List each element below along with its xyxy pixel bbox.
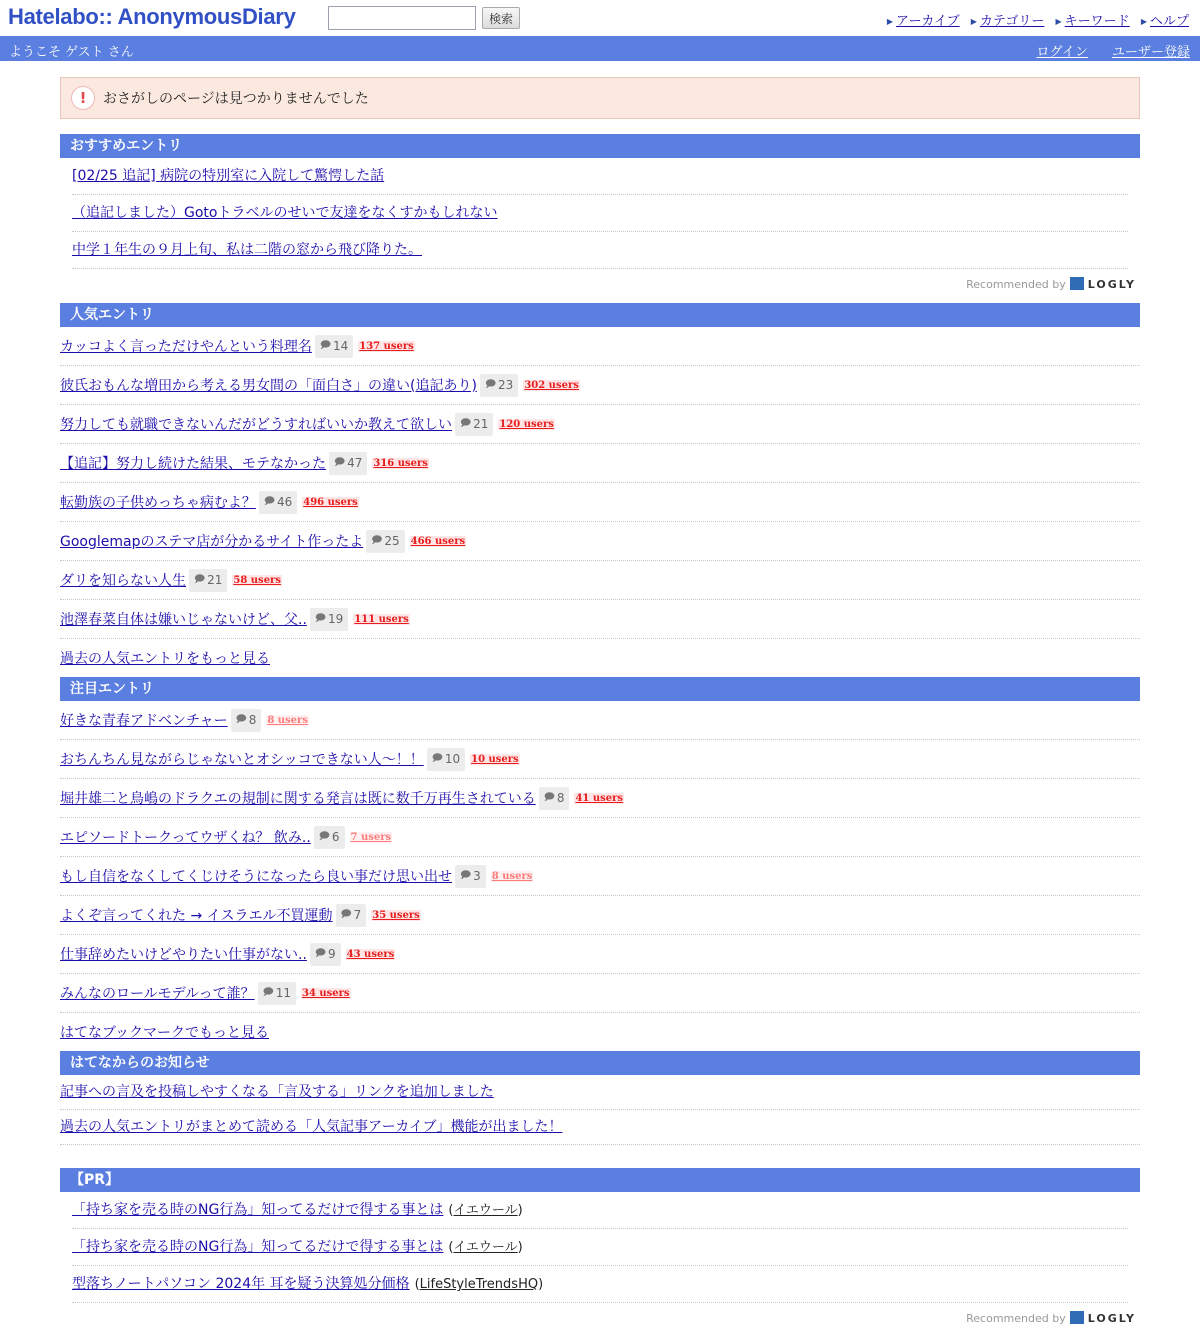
entry-title-link[interactable]: 好きな青春アドベンチャー [60, 713, 228, 729]
comment-count[interactable] [455, 413, 493, 436]
site-logo[interactable]: Hatelabo:: AnonymousDiary [8, 4, 296, 29]
comment-count-value: 46 [276, 495, 293, 509]
list-item [60, 818, 1140, 857]
list-item [60, 327, 1140, 366]
bookmark-users-badge[interactable]: 58 users [233, 574, 281, 586]
comment-count-value: 25 [384, 534, 400, 548]
bookmark-users-badge[interactable]: 10 users [471, 753, 519, 765]
speech-bubble-icon: 🗩 [543, 791, 555, 803]
bookmark-users-badge[interactable]: 8 users [267, 714, 308, 726]
comment-count[interactable] [258, 982, 296, 1005]
entry-title-link[interactable]: おちんちん見ながらじゃないとオシッコできない人〜！！ [60, 752, 424, 768]
list-item [72, 1229, 1128, 1266]
more-link-row [60, 1013, 1140, 1051]
comment-count[interactable] [310, 943, 341, 966]
pr-entry-link[interactable]: 「持ち家を売る時のNG行為」知ってるだけで得する事とは [72, 1239, 444, 1255]
bookmark-users-badge[interactable]: 137 users [359, 340, 414, 352]
entry-title-link[interactable]: 努力しても就職できないんだがどうすればいいか教えて欲しい [60, 417, 452, 433]
comment-count[interactable] [336, 904, 367, 927]
list-item [60, 935, 1140, 974]
recommended-heading: おすすめエントリ [60, 134, 1140, 158]
speech-bubble-icon: 🗩 [314, 612, 327, 624]
entry-title-link[interactable]: Googlemapのステマ店が分かるサイト作ったよ [60, 534, 364, 550]
comment-count-value: 11 [275, 986, 291, 1000]
recommended-by-logly[interactable] [60, 269, 1140, 297]
bookmark-users-badge[interactable]: 466 users [410, 535, 466, 547]
nav-archive[interactable]: アーカイブ [896, 14, 960, 29]
entry-title-link[interactable]: もし自信をなくしてくじけそうになったら良い事だけ思い出せ [60, 869, 452, 885]
comment-count-value: 9 [328, 947, 336, 961]
comment-count[interactable] [427, 748, 465, 771]
list-item [72, 158, 1128, 195]
nav-help[interactable]: ヘルプ [1149, 14, 1189, 29]
exclamation-icon: ! [71, 86, 95, 110]
recommended-entry-link[interactable]: （追記しました）Gotoトラベルのせいで友達をなくすかもしれない [72, 205, 498, 221]
list-item [60, 522, 1140, 561]
entry-title-link[interactable]: 彼氏おもんな増田から考える男女間の「面白さ」の違い(追記あり) [60, 378, 477, 394]
bookmark-users-badge[interactable]: 7 users [350, 831, 392, 843]
entry-title-link[interactable]: よくぞ言ってくれた → イスラエル不買運動 [60, 908, 333, 924]
recommended-by-label: Recommended by [966, 1312, 1066, 1325]
nav-keyword[interactable]: キーワード [1064, 14, 1130, 29]
bookmark-users-badge[interactable]: 8 users [491, 870, 533, 882]
triangle-icon: ▶ [1140, 17, 1147, 26]
bookmark-users-badge[interactable]: 496 users [303, 496, 358, 508]
speech-bubble-icon: 🗩 [460, 869, 472, 881]
comment-count[interactable] [189, 569, 227, 592]
pr-source-link[interactable]: LifeStyleTrendsHQ [419, 1277, 539, 1292]
comment-count-value: 47 [347, 456, 363, 470]
list-item [60, 1075, 1140, 1110]
list-item [72, 1192, 1128, 1229]
bookmark-users-badge[interactable]: 41 users [575, 792, 624, 804]
speech-bubble-icon: 🗩 [194, 573, 206, 585]
bookmark-users-badge[interactable]: 43 users [346, 948, 395, 960]
list-item [72, 1266, 1128, 1303]
pr-source: (イエウール) [448, 1240, 523, 1255]
list-item [60, 483, 1140, 522]
entry-title-link[interactable]: 堀井雄二と鳥嶋のドラクエの規制に関する発言は既に数千万再生されている [60, 791, 536, 807]
news-list [60, 1075, 1140, 1145]
speech-bubble-icon: 🗩 [262, 986, 274, 998]
comment-count[interactable] [231, 709, 262, 732]
pr-heading: 【PR】 [60, 1168, 1140, 1192]
entry-title-link[interactable]: みんなのロールモデルって誰？ [60, 986, 255, 1002]
logly-icon [1070, 1311, 1084, 1324]
main-content [60, 77, 1140, 1331]
recommended-by-label: Recommended by [966, 278, 1066, 291]
news-link[interactable]: 記事への言及を投稿しやすくなる「言及する」リンクを追加しました [60, 1084, 494, 1100]
list-item [60, 779, 1140, 818]
login-link[interactable]: ログイン [1036, 45, 1088, 60]
comment-count-value: 19 [328, 612, 344, 626]
comment-count-value: 10 [444, 752, 461, 766]
comment-count-value: 21 [473, 417, 489, 431]
search-input[interactable] [328, 6, 476, 30]
bookmark-users-badge[interactable]: 316 users [373, 457, 428, 469]
error-text: おさがしのページは見つかりませんでした [103, 91, 369, 107]
list-item [60, 857, 1140, 896]
comment-count[interactable] [366, 530, 404, 553]
list-item [60, 974, 1140, 1013]
pr-source: (イエウール) [448, 1203, 523, 1218]
triangle-icon: ▶ [970, 17, 977, 26]
comment-count-value: 6 [331, 830, 340, 844]
list-item [60, 444, 1140, 483]
error-message-box [60, 77, 1140, 119]
list-item [60, 561, 1140, 600]
pr-list [72, 1192, 1128, 1303]
pr-source-link[interactable]: イエウール [453, 1240, 518, 1255]
logly-label: LOGLY [1087, 278, 1136, 291]
list-item [72, 195, 1128, 232]
comment-count-value: 7 [353, 908, 362, 922]
more-popular-link[interactable]: 過去の人気エントリをもっと見る [60, 651, 270, 667]
comment-count[interactable] [310, 608, 348, 631]
news-heading: はてなからのお知らせ [60, 1051, 1140, 1075]
entry-title-link[interactable]: カッコよく言っただけやんという料理名 [60, 339, 312, 355]
comment-count-value: 14 [332, 339, 349, 353]
comment-count-value: 8 [248, 713, 257, 727]
logly-label: LOGLY [1087, 1312, 1136, 1325]
comment-count[interactable] [480, 374, 518, 397]
pr-source: (LifeStyleTrendsHQ) [414, 1277, 544, 1292]
recommended-entry-link[interactable]: [02/25 追記] 病院の特別室に入院して驚愕した話 [72, 168, 385, 184]
speech-bubble-icon: 🗩 [314, 947, 327, 959]
search-button[interactable]: 検索 [482, 7, 520, 29]
more-link-row [60, 639, 1140, 677]
list-item [60, 740, 1140, 779]
comment-count[interactable] [455, 865, 486, 888]
speech-bubble-icon: 🗩 [235, 713, 247, 725]
entry-title-link[interactable]: 仕事辞めたいけどやりたい仕事がない.. [60, 947, 307, 963]
comment-count[interactable] [539, 787, 570, 810]
header [0, 0, 1200, 36]
bookmark-users-badge[interactable]: 34 users [302, 987, 350, 999]
pr-source-link[interactable]: イエウール [453, 1203, 518, 1218]
entry-title-link[interactable]: 池澤春菜自体は嫌いじゃないけど、父.. [60, 612, 307, 628]
speech-bubble-icon: 🗩 [460, 417, 472, 429]
comment-count-value: 8 [556, 791, 565, 805]
entry-title-link[interactable]: 【追記】努力し続けた結果、モテなかった [60, 456, 326, 472]
hot-heading: 注目エントリ [60, 677, 1140, 701]
comment-count[interactable] [315, 335, 353, 358]
comment-count-value: 23 [498, 378, 514, 392]
nav-category[interactable]: カテゴリー [979, 14, 1045, 29]
entry-title-link[interactable]: 転勤族の子供めっちゃ病むよ？ [60, 495, 256, 511]
list-item [72, 232, 1128, 269]
hot-list [60, 701, 1140, 1051]
welcome-bar [0, 36, 1200, 61]
list-item [60, 701, 1140, 740]
speech-bubble-icon: 🗩 [334, 456, 346, 468]
comment-count[interactable] [314, 826, 345, 849]
speech-bubble-icon: 🗩 [484, 378, 497, 390]
more-bookmark-link[interactable]: はてなブックマークでもっと見る [60, 1025, 270, 1041]
list-item [60, 600, 1140, 639]
news-link[interactable]: 過去の人気エントリがまとめて読める「人気記事アーカイブ」機能が出ました！ [60, 1119, 563, 1135]
list-item [60, 896, 1140, 935]
recommended-entry-link[interactable]: 中学１年生の９月上旬、私は二階の窓から飛び降りた。 [72, 242, 422, 258]
bookmark-users-badge[interactable]: 35 users [372, 909, 420, 921]
top-nav [880, 10, 1189, 29]
speech-bubble-icon: 🗩 [340, 908, 352, 920]
popular-list [60, 327, 1140, 677]
comment-count[interactable] [259, 491, 297, 514]
recommended-by-logly[interactable] [60, 1303, 1140, 1331]
speech-bubble-icon: 🗩 [263, 495, 275, 507]
triangle-icon: ▶ [886, 17, 894, 26]
bookmark-users-badge[interactable]: 120 users [499, 418, 554, 430]
speech-bubble-icon: 🗩 [371, 534, 383, 546]
recommended-list [72, 158, 1128, 269]
triangle-icon: ▶ [1055, 17, 1062, 26]
pr-entry-link[interactable]: 「持ち家を売る時のNG行為」知ってるだけで得する事とは [72, 1202, 444, 1218]
popular-heading: 人気エントリ [60, 303, 1140, 327]
entry-title-link[interactable]: エピソードトークってウザくね？ 飲み.. [60, 830, 311, 846]
speech-bubble-icon: 🗩 [319, 339, 331, 351]
list-item [60, 1110, 1140, 1145]
register-link[interactable]: ユーザー登録 [1111, 45, 1190, 60]
welcome-text: ようこそ ゲスト さん [9, 45, 134, 60]
list-item [60, 366, 1140, 405]
bookmark-users-badge[interactable]: 302 users [524, 379, 579, 391]
list-item [60, 405, 1140, 444]
speech-bubble-icon: 🗩 [318, 830, 330, 842]
comment-count[interactable] [329, 452, 367, 475]
bookmark-users-badge[interactable]: 111 users [354, 613, 409, 625]
entry-title-link[interactable]: ダリを知らない人生 [60, 573, 186, 589]
logly-icon [1070, 277, 1084, 290]
comment-count-value: 3 [473, 869, 481, 883]
comment-count-value: 21 [207, 573, 223, 587]
pr-entry-link[interactable]: 型落ちノートパソコン 2024年 耳を疑う決算処分価格 [72, 1276, 410, 1292]
speech-bubble-icon: 🗩 [431, 752, 443, 764]
